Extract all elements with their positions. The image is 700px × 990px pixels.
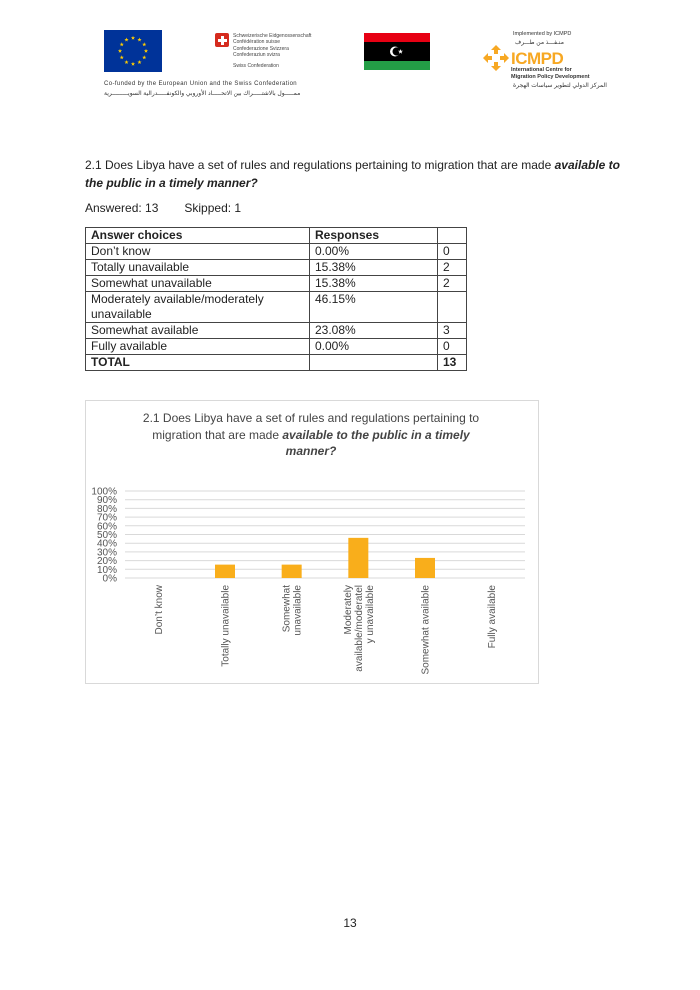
bar [415, 558, 435, 578]
icmpd-arabic-name: المركز الدولي لتطوير سياسات الهجرة [513, 83, 607, 89]
question-prefix: 2.1 Does Libya have a set of rules and regulations pertaining to migration that are made [85, 158, 555, 172]
y-tick-label: 10% [96, 564, 117, 576]
x-tick-label-line: Fully available [487, 585, 499, 649]
icmpd-name: ICMPD [511, 49, 564, 68]
icmpd-implemented: Implemented by ICMPD [513, 31, 572, 37]
x-tick-label-line: available/moderatel [353, 585, 365, 672]
eu-star-icon [120, 55, 124, 59]
libya-flag-logo [364, 33, 430, 70]
swiss-line-2: Confédération suisse [233, 39, 280, 46]
eu-star-icon [124, 60, 128, 64]
x-tick-label-line: Totally unavailable [220, 585, 232, 667]
total-value: 13 [438, 355, 467, 371]
eu-star-icon [118, 49, 122, 53]
eu-star-icon [131, 62, 135, 66]
y-tick-label: 50% [96, 530, 117, 541]
eu-star-icon [120, 42, 124, 46]
x-tick-label-line: Somewhat [281, 585, 293, 633]
y-tick-label: 100% [91, 486, 117, 498]
x-tick-label [343, 585, 376, 672]
x-tick-label [421, 585, 432, 675]
bar-chart [85, 400, 537, 682]
x-tick-label [221, 585, 232, 667]
x-tick-label-line: Don’t know [153, 585, 165, 635]
table-row: Somewhat unavailable 15.38% 2 [86, 276, 467, 292]
swiss-line-1: Schweizerische Eidgenossenschaft [233, 33, 312, 39]
table-row: Fully available 0.00% 0 [86, 339, 467, 355]
bar [348, 538, 368, 578]
swiss-line-3: Confederazione Svizzera [233, 45, 289, 52]
bar [215, 565, 235, 578]
icmpd-arrows-icon [483, 45, 509, 71]
header-answer-choices: Answer choices [86, 228, 310, 244]
table-header-row [86, 228, 467, 244]
skipped-count: Skipped: 1 [184, 201, 242, 215]
answer-stats [85, 201, 241, 215]
answered-count: Answered: 13 [85, 201, 159, 215]
swiss-line-4: Confederaziun svizra [233, 51, 280, 58]
eu-star-icon [137, 38, 141, 42]
y-tick-label: 70% [96, 512, 117, 524]
swiss-cross-icon [215, 33, 229, 47]
table-row: Somewhat available 23.08% 3 [86, 323, 467, 339]
icmpd-full-name: International Centre for Migration Policy Development [511, 67, 590, 80]
y-tick-label: 60% [96, 521, 117, 533]
y-tick-label: 30% [96, 547, 117, 559]
chart-title-emphasis: available to the public in a timely manner? [282, 427, 470, 458]
question-emphasis: available to the public in a timely manner? [85, 158, 620, 190]
page-number: 13 [343, 916, 357, 930]
eu-star-icon [142, 42, 146, 46]
y-tick-label: 40% [96, 538, 117, 550]
swiss-sub: Swiss Confederation [233, 63, 279, 70]
cofunded-text-arabic: ممـــــول بالاشتـــــراك بين الاتحـــــاد الأوروبي والكونفـــــدرالية السويـــــــــرية [104, 91, 301, 97]
x-tick-label [487, 585, 498, 649]
header-responses: Responses [310, 228, 438, 244]
eu-flag-logo [104, 30, 162, 72]
cofunded-text: Co-funded by the European Union and the Swiss Confederation [104, 81, 298, 87]
table-row: Don’t know 0.00% 0 [86, 244, 467, 260]
table-row: Moderately available/moderately unavailable 46.15% [86, 292, 467, 323]
y-tick-label: 80% [96, 503, 117, 515]
x-tick-label-line: y unavailable [364, 585, 376, 644]
x-tick-label-line: unavailable [292, 585, 304, 636]
y-tick-label: 20% [96, 556, 117, 568]
header-count [438, 228, 467, 244]
responses-table [85, 227, 467, 371]
chart-title-prefix: 2.1 Does Libya have a set of rules and regulations pertaining to migration that are made [142, 411, 480, 442]
eu-star-icon [142, 55, 146, 59]
crescent-star-icon [364, 42, 430, 61]
x-tick-label-line: Somewhat available [420, 585, 432, 675]
eu-star-icon [137, 60, 141, 64]
x-tick-label [154, 584, 165, 634]
y-tick-label: 90% [96, 495, 117, 507]
table-total-row [86, 355, 467, 371]
eu-stars-icon [104, 30, 162, 72]
icmpd-implemented-ar: منـفـــذ من طـــرف [515, 40, 564, 46]
question-text [85, 156, 625, 192]
eu-star-icon [131, 36, 135, 40]
icmpd-logo [483, 31, 607, 97]
eu-star-icon [124, 38, 128, 42]
bar [282, 565, 302, 578]
table-row: Totally unavailable 15.38% 2 [86, 260, 467, 276]
total-label: TOTAL [86, 355, 310, 371]
swiss-confederation-logo [215, 33, 325, 75]
x-tick-label-line: Moderately [342, 585, 354, 635]
y-tick-label: 0% [102, 573, 117, 585]
x-tick-label [282, 585, 304, 636]
eu-star-icon [144, 49, 148, 53]
